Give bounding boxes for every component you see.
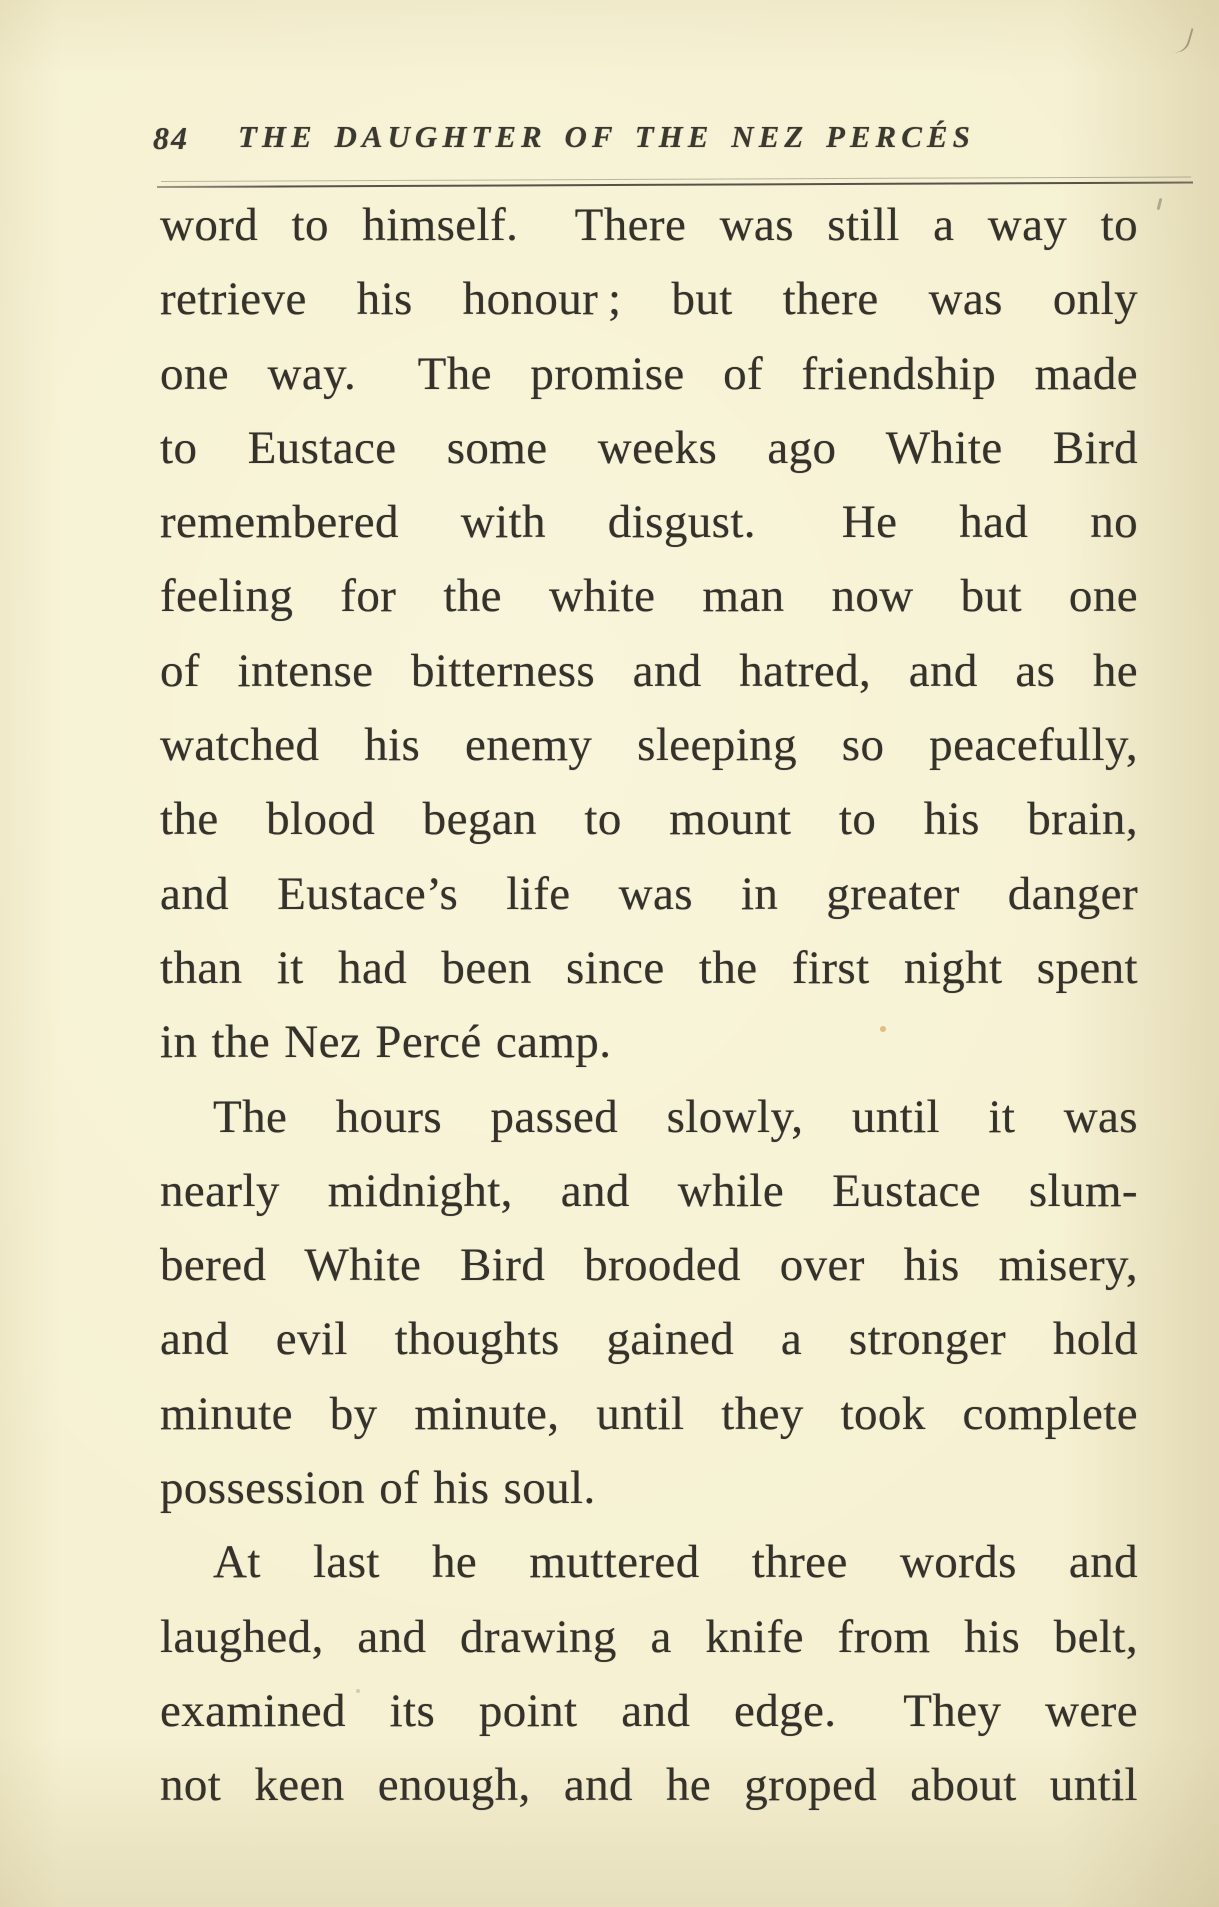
text-line: and evil thoughts gained a stronger hold [160, 1313, 1138, 1366]
text-line: retrieve his honour ; but there was only [160, 273, 1138, 326]
text-line: not keen enough, and he groped about until [160, 1759, 1138, 1812]
text-line: than it had been since the first night spent [160, 941, 1138, 994]
stray-ink-mark [1157, 198, 1163, 210]
text-line: feeling for the white man now but one [160, 570, 1138, 623]
text-line: to Eustace some weeks ago White Bird [160, 421, 1138, 474]
text-line: The hours passed slowly, until it was [213, 1090, 1138, 1143]
scratch-mark [1170, 24, 1193, 55]
text-line: word to himself. There was still a way to [160, 199, 1138, 251]
text-line: laughed, and drawing a knife from his belt, [160, 1610, 1138, 1663]
text-line: At last he muttered three words and [213, 1536, 1138, 1589]
running-title: THE DAUGHTER OF THE NEZ PERCÉS [238, 119, 975, 154]
text-line: minute by minute, until they took complete [160, 1387, 1138, 1440]
paragraph-1 [160, 188, 1138, 1080]
text-line: bered White Bird brooded over his misery, [160, 1239, 1138, 1292]
text-line: the blood began to mount to his brain, [160, 793, 1138, 846]
text-line: possession of his soul. [160, 1462, 596, 1515]
text-line: watched his enemy sleeping so peacefully, [160, 719, 1138, 772]
page-number: 84 [153, 120, 189, 156]
text-line: and Eustace’s life was in greater danger [160, 867, 1138, 920]
text-line: in the Nez Percé camp. [160, 1016, 612, 1069]
text-block [160, 188, 1138, 1823]
text-line: nearly midnight, and while Eustace slum- [160, 1164, 1138, 1217]
text-line: of intense bitterness and hatred, and as he [160, 644, 1138, 697]
paragraph-2 [160, 1080, 1138, 1526]
text-line: one way. The promise of friendship made [160, 347, 1138, 400]
text-line: remembered with disgust. He had no [160, 496, 1138, 549]
text-line: examined its point and edge. They were [160, 1684, 1138, 1737]
paragraph-3 [160, 1525, 1138, 1822]
